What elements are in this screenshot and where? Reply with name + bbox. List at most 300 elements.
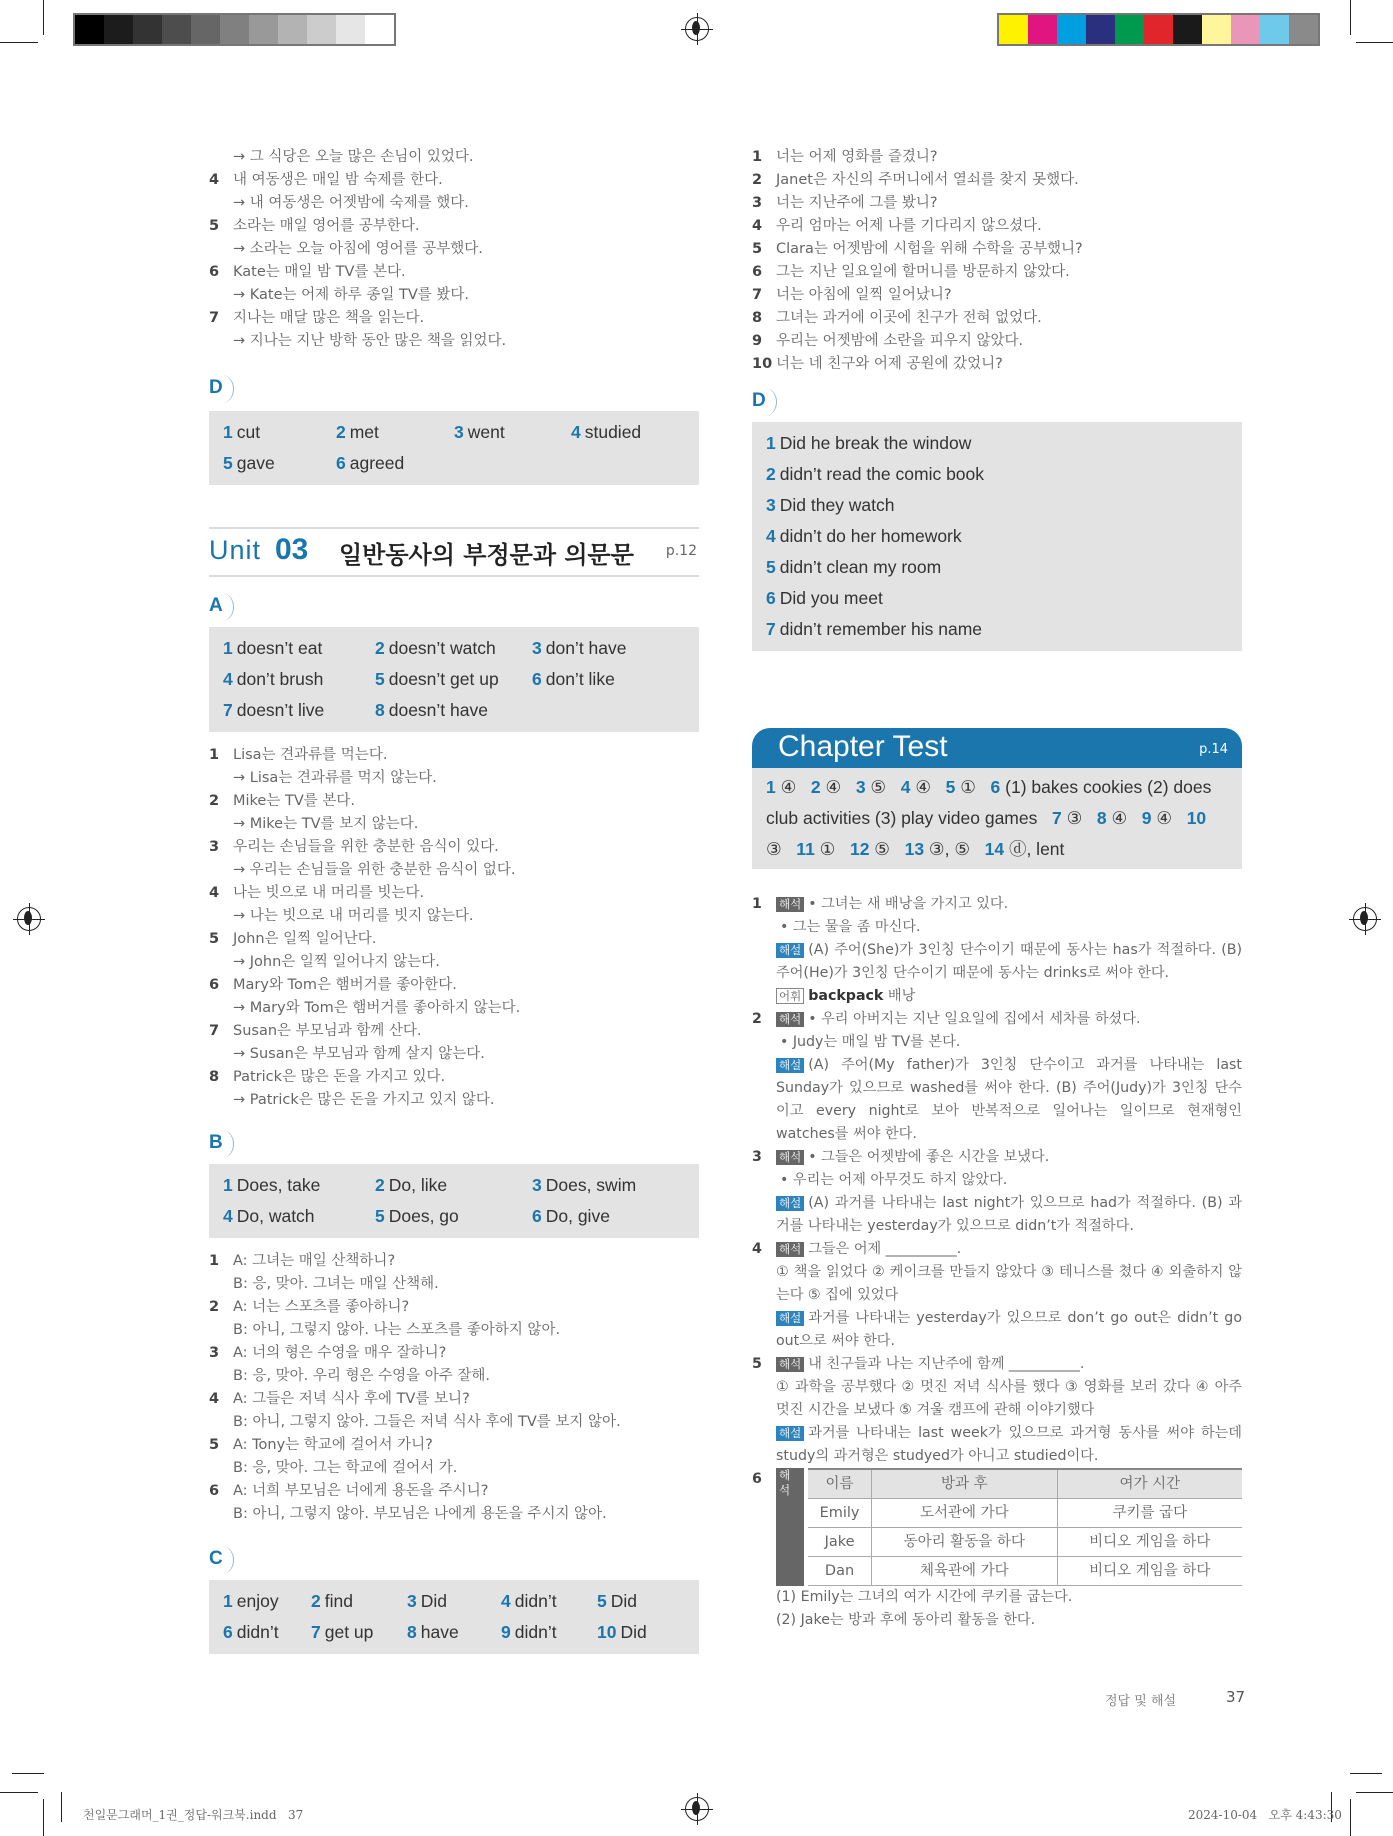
- answer-number: 13: [904, 839, 929, 859]
- spacer: [209, 1273, 233, 1296]
- section-b-answers: [209, 1164, 699, 1238]
- answer-number: 3: [532, 1175, 542, 1195]
- gray-swatch: [365, 15, 394, 44]
- arrow-text: → Patrick은 많은 돈을 가지고 있지 않다.: [233, 1089, 699, 1112]
- answer-row: [766, 614, 1228, 645]
- item-number: 4: [209, 172, 220, 188]
- answer-cell: [597, 1591, 677, 1612]
- spacer: [209, 1043, 233, 1066]
- translation-badge: 해석: [776, 1150, 804, 1165]
- crop-mark: [1356, 42, 1393, 43]
- gray-swatch: [162, 15, 191, 44]
- answer-row: [766, 583, 1228, 614]
- vocab-badge: 어휘: [776, 988, 804, 1004]
- gray-swatch: [133, 15, 162, 44]
- dialog-a: [209, 1250, 699, 1273]
- explanation-text: • 우리는 어제 아무것도 하지 않았다.: [780, 1172, 1008, 1188]
- spacer: [209, 905, 233, 928]
- commentary-badge: 해설: [776, 1196, 804, 1211]
- section-d-sentence-answers: [752, 422, 1242, 651]
- commentary-badge: 해설: [776, 1058, 804, 1073]
- answer-row: [223, 695, 685, 726]
- answer-cell: [532, 669, 682, 690]
- crop-mark: [43, 1799, 44, 1836]
- answer-text: cut: [236, 422, 261, 442]
- color-swatch: [1231, 15, 1260, 44]
- arrow-text: → Susan은 부모님과 함께 살지 않는다.: [233, 1043, 699, 1066]
- list-item: [209, 928, 699, 951]
- answer-row: [766, 459, 1228, 490]
- answer-number: 7: [311, 1622, 321, 1642]
- registration-mark-right: [1353, 907, 1377, 931]
- answer-number: 8: [407, 1622, 417, 1642]
- answer-cell: [223, 422, 336, 443]
- answer-text: don’t like: [545, 669, 615, 689]
- answer-cell: [571, 422, 681, 443]
- past-tense-translations: [209, 146, 699, 353]
- explanation-text: ① 책을 읽었다 ② 케이크를 만들지 않았다 ③ 테니스를 쳤다 ④ 외출하지 않는다 ⑤ 집에 있었다: [776, 1264, 1242, 1303]
- item-number: [752, 916, 776, 939]
- answer-number: 3: [454, 422, 464, 442]
- table-cell: 체육관에 가다: [871, 1557, 1057, 1586]
- arrow-text: → 우리는 손님들을 위한 충분한 음식이 없다.: [233, 859, 699, 882]
- answer-text: didn’t: [514, 1591, 557, 1611]
- answer-number: 1: [766, 777, 781, 797]
- spacer: [209, 284, 233, 307]
- item-text: 너는 어제 영화를 즐겼니?: [776, 149, 938, 165]
- item-number: 3: [752, 195, 763, 211]
- spacer: [209, 1089, 233, 1112]
- item-number: 6: [209, 1483, 220, 1499]
- section-d-label-right: D: [752, 390, 778, 416]
- answer-cell: [223, 700, 375, 721]
- answer-number: 10: [597, 1622, 617, 1642]
- note-text: (2) Jake는 방과 후에 동아리 활동을 한다.: [776, 1612, 1036, 1628]
- commentary-text: 해설 (A) 주어(My father)가 3인칭 단수이고 과거를 나타내는 last Sunday가 있으므로 washed를 써야 한다. (B) 주어(Judy)가 3인칭 단수이고 every night로 보아 반복적으로 일어나는 일이므로 현재형인 watches를 써야 한다.: [776, 1057, 1242, 1142]
- unit-label: Unit: [209, 535, 262, 565]
- answer-text: studied: [584, 422, 642, 442]
- list-item-result: [209, 813, 699, 836]
- dialog-b: [209, 1365, 699, 1388]
- answer-text: didn’t: [236, 1622, 279, 1642]
- dialog-b: [209, 1411, 699, 1434]
- answer-number: 2: [810, 777, 826, 797]
- table-cell: 비디오 게임을 하다: [1057, 1528, 1242, 1557]
- gray-swatch: [278, 15, 307, 44]
- explanation-line: [752, 1376, 1242, 1422]
- answer-number: 4: [223, 669, 233, 689]
- answer-row: [223, 448, 685, 479]
- answer-cell: [311, 1591, 407, 1612]
- answer-text: ④: [825, 777, 842, 797]
- item-number: 3: [209, 1345, 220, 1361]
- color-swatch: [1260, 15, 1289, 44]
- spacer: [209, 1411, 233, 1434]
- explanation-line: [752, 916, 1242, 939]
- answer-text: Does, go: [388, 1206, 459, 1226]
- vocab-text: 어휘 backpack 배낭: [776, 985, 1242, 1008]
- list-item: [209, 215, 699, 238]
- color-swatch: [1173, 15, 1202, 44]
- item-number: [752, 1261, 776, 1307]
- list-item: [752, 192, 1242, 215]
- answer-number: 4: [766, 526, 776, 546]
- spacer: [209, 859, 233, 882]
- test-answer: [1097, 808, 1127, 828]
- explanation-line: [752, 893, 1242, 916]
- item-number: 2: [752, 172, 763, 188]
- explanation-text: 해석 • 그들은 어젯밤에 좋은 시간을 보냈다.: [776, 1146, 1242, 1169]
- answer-cell: [375, 1175, 532, 1196]
- color-swatch: [1202, 15, 1231, 44]
- item-text: 내 여동생은 매일 밤 숙제를 한다.: [233, 172, 443, 188]
- section-c-answers: [209, 1580, 699, 1654]
- answer-number: 2: [311, 1591, 321, 1611]
- dialog-a: [209, 1480, 699, 1503]
- section-c-label: C: [209, 1548, 235, 1574]
- answer-row: [223, 417, 685, 448]
- item-number: 3: [752, 1149, 762, 1165]
- item-number: 5: [209, 931, 220, 947]
- answer-number: 4: [900, 777, 916, 797]
- answer-number: 7: [223, 700, 233, 720]
- answer-text: doesn’t get up: [388, 669, 499, 689]
- answer-cell: [375, 700, 532, 721]
- commentary-badge: 해설: [776, 1311, 804, 1326]
- color-swatch: [1115, 15, 1144, 44]
- answer-row: [766, 552, 1228, 583]
- test-answer: [856, 777, 886, 797]
- gray-swatch: [336, 15, 365, 44]
- item-text: Mary와 Tom은 햄버거를 좋아한다.: [233, 977, 457, 993]
- item-text: Clara는 어젯밤에 시험을 위해 수학을 공부했니?: [776, 241, 1083, 257]
- answer-row: [223, 1586, 685, 1617]
- list-item: [752, 146, 1242, 169]
- commentary-line: [752, 939, 1242, 985]
- item-number: 6: [209, 977, 220, 993]
- item-number: 8: [209, 1069, 220, 1085]
- arrow-text: → 내 여동생은 어젯밤에 숙제를 했다.: [233, 192, 699, 215]
- list-item-result: [209, 1089, 699, 1112]
- answer-cell: [223, 669, 375, 690]
- answer-text: met: [349, 422, 379, 442]
- answer-number: 5: [766, 557, 776, 577]
- spacer: [752, 1609, 776, 1632]
- item-number: 2: [209, 793, 220, 809]
- explanation-text: ① 과학을 공부했다 ② 멋진 저녁 식사를 했다 ③ 영화를 보러 갔다 ④ 아주 멋진 시간을 보냈다 ⑤ 겨울 캠프에 관해 이야기했다: [776, 1379, 1242, 1418]
- list-item: [209, 836, 699, 859]
- commentary-badge: 해설: [776, 1426, 804, 1441]
- list-item-result: [209, 1043, 699, 1066]
- answer-text: Do, give: [545, 1206, 610, 1226]
- explanation-line: [752, 1146, 1242, 1169]
- list-item: [752, 238, 1242, 261]
- item-text: 그녀는 과거에 이곳에 친구가 전혀 없었다.: [776, 310, 1042, 326]
- arrow-text: → Mary와 Tom은 햄버거를 좋아하지 않는다.: [233, 997, 699, 1020]
- spacer: [752, 1586, 776, 1609]
- list-item: [209, 261, 699, 284]
- answer-text: ①: [960, 777, 976, 797]
- item-text: John은 일찍 일어난다.: [233, 931, 377, 947]
- crop-mark: [1350, 1799, 1351, 1836]
- answer-text: doesn’t watch: [388, 638, 496, 658]
- item-text: 나는 빗으로 내 머리를 빗는다.: [233, 885, 425, 901]
- answer-text: Do, like: [388, 1175, 448, 1195]
- test-answer: [811, 777, 841, 797]
- spacer: [209, 192, 233, 215]
- right-column: [752, 146, 1242, 651]
- answer-row: [766, 490, 1228, 521]
- answer-text: Did they watch: [779, 495, 895, 515]
- answer-number: 5: [945, 777, 961, 797]
- arrow-text: → 그 식당은 오늘 많은 손님이 있었다.: [233, 146, 699, 169]
- answer-text: don’t have: [545, 638, 627, 658]
- item-number: 10: [752, 356, 773, 372]
- commentary-text: 해설 과거를 나타내는 last week가 있으므로 과거형 동사를 써야 하는데 study의 과거형은 studyed가 아니고 studied이다.: [776, 1425, 1242, 1464]
- list-item-result: [209, 192, 699, 215]
- table-row: [808, 1557, 1242, 1586]
- explanation-line: [752, 1008, 1242, 1031]
- dialog-a-text: A: 너는 스포츠를 좋아하니?: [233, 1299, 410, 1315]
- color-swatch: [1086, 15, 1115, 44]
- section-b-label: B: [209, 1132, 235, 1158]
- item-number: 1: [209, 1253, 220, 1269]
- answer-text: went: [467, 422, 505, 442]
- item-number: 7: [752, 287, 763, 303]
- note-line: [752, 1586, 1242, 1609]
- dialog-b-text: B: 아니, 그렇지 않아. 부모님은 나에게 용돈을 주시지 않아.: [233, 1506, 607, 1522]
- dialog-b: [209, 1319, 699, 1342]
- answer-cell: [223, 453, 336, 474]
- item-number: 4: [209, 885, 220, 901]
- list-item: [752, 330, 1242, 353]
- answer-cell: [223, 1206, 375, 1227]
- table-row: [808, 1499, 1242, 1528]
- commentary-text: 해설 (A) 과거를 나타내는 last night가 있으므로 had가 적절하다. (B) 과거를 나타내는 yesterday가 있으므로 didn’t가 적절하다.: [776, 1195, 1242, 1234]
- list-item-result: [209, 238, 699, 261]
- answer-number: 3: [766, 495, 776, 515]
- test-answer: [946, 777, 976, 797]
- answer-row: [223, 633, 685, 664]
- color-swatch: [1289, 15, 1318, 44]
- answer-number: 3: [532, 638, 542, 658]
- answer-text: (1) bakes cookies (2) does club activities (3) play video games: [766, 777, 1212, 828]
- item-number: [752, 1169, 776, 1192]
- answer-text: gave: [236, 453, 275, 473]
- answer-text: Did you meet: [779, 588, 883, 608]
- item-text: 우리 엄마는 어제 나를 기다리지 않으셨다.: [776, 218, 1042, 234]
- answer-text: Did he break the window: [779, 433, 972, 453]
- dialog-b-text: B: 응, 맞아. 그녀는 매일 산책해.: [233, 1276, 439, 1292]
- item-text: Kate는 매일 밤 TV를 본다.: [233, 264, 406, 280]
- answer-number: 4: [223, 1206, 233, 1226]
- slug-timestamp: 2024-10-04 오후 4:43:30: [1188, 1808, 1342, 1822]
- section-c-translations: [752, 146, 1242, 376]
- answer-number: 8: [1096, 808, 1112, 828]
- answer-cell: [597, 1622, 677, 1643]
- answer-text: doesn’t live: [236, 700, 325, 720]
- answer-text: enjoy: [236, 1591, 279, 1611]
- answer-text: ③: [1066, 808, 1083, 828]
- item-number: 7: [209, 1023, 220, 1039]
- explanation-text: 해석 내 친구들과 나는 지난주에 함께 __________.: [776, 1353, 1242, 1376]
- item-number: 9: [752, 333, 763, 349]
- translation-badge: 해석: [776, 1357, 804, 1372]
- test-answer: [905, 839, 970, 859]
- list-item: [209, 1066, 699, 1089]
- commentary-line: [752, 1192, 1242, 1238]
- item-number: 7: [209, 310, 220, 326]
- answer-number: 3: [407, 1591, 417, 1611]
- list-item: [752, 215, 1242, 238]
- spacer: [752, 939, 776, 985]
- dialog-b-text: B: 아니, 그렇지 않아. 나는 스포츠를 좋아하지 않아.: [233, 1322, 561, 1338]
- spacer: [752, 1054, 776, 1146]
- table-row: [808, 1528, 1242, 1557]
- translation-badge: 해석: [776, 1242, 804, 1257]
- crop-mark: [61, 1792, 62, 1822]
- list-item-result: [209, 330, 699, 353]
- answer-text: Do, watch: [236, 1206, 315, 1226]
- translation-badge: 해석: [776, 1012, 804, 1027]
- answer-text: ⓓ, lent: [1008, 839, 1065, 859]
- answer-number: 5: [375, 669, 385, 689]
- spacer: [209, 951, 233, 974]
- arrow-text: → 소라는 오늘 아침에 영어를 공부했다.: [233, 238, 699, 261]
- commentary-line: [752, 1054, 1242, 1146]
- explanation-text: 해석 그들은 어제 __________.: [776, 1238, 1242, 1261]
- spacer: [752, 1422, 776, 1468]
- item-number: 4: [752, 1241, 762, 1257]
- answer-number: 1: [223, 638, 233, 658]
- table-header-cell: 여가 시간: [1057, 1469, 1242, 1499]
- test-answer: [1052, 808, 1082, 828]
- list-item-result: [209, 951, 699, 974]
- answer-text: ⑤: [870, 777, 887, 797]
- item-text: 지나는 매달 많은 책을 읽는다.: [233, 310, 425, 326]
- answer-cell: [454, 422, 571, 443]
- item-number: 5: [752, 241, 763, 257]
- answer-number: 2: [336, 422, 346, 442]
- crop-mark: [0, 1792, 38, 1793]
- test-answer: [901, 777, 931, 797]
- answer-text: ⑤: [874, 839, 890, 859]
- arrow-text: → John은 일찍 일어나지 않는다.: [233, 951, 699, 974]
- item-number: 6: [209, 264, 220, 280]
- item-number: [752, 1376, 776, 1422]
- arrow-text: → Lisa는 견과류를 먹지 않는다.: [233, 767, 699, 790]
- answer-text: ④: [1156, 808, 1173, 828]
- crop-mark: [1356, 1792, 1393, 1793]
- note-line: [752, 1609, 1242, 1632]
- test-answer: [850, 839, 890, 859]
- item-number: 1: [752, 149, 763, 165]
- arrow-text: → 나는 빗으로 내 머리를 빗지 않는다.: [233, 905, 699, 928]
- item-text: 우리는 손님들을 위한 충분한 음식이 있다.: [233, 839, 499, 855]
- translation-badge: 해석: [776, 1468, 804, 1586]
- gray-swatch: [191, 15, 220, 44]
- arrow-text: → Kate는 어제 하루 종일 TV를 봤다.: [233, 284, 699, 307]
- item-text: 너는 지난주에 그를 봤니?: [776, 195, 938, 211]
- answer-number: 5: [375, 1206, 385, 1226]
- answer-text: didn’t clean my room: [779, 557, 942, 577]
- spacer: [209, 1319, 233, 1342]
- gray-swatch: [220, 15, 249, 44]
- item-number: 4: [752, 218, 763, 234]
- page-number: 37: [1226, 1688, 1246, 1706]
- list-item: [209, 307, 699, 330]
- answer-cell: [336, 422, 454, 443]
- list-item: [752, 169, 1242, 192]
- arrow-text: → 지나는 지난 방학 동안 많은 책을 읽었다.: [233, 330, 699, 353]
- unit-title: 일반동사의 부정문과 의문문: [339, 541, 634, 569]
- answer-text: didn’t remember his name: [779, 619, 983, 639]
- dialog-b-text: B: 응, 맞아. 그는 학교에 걸어서 가.: [233, 1460, 458, 1476]
- explanation-table-row: [752, 1468, 1242, 1586]
- arrow-text: → Mike는 TV를 보지 않는다.: [233, 813, 699, 836]
- answer-cell: [223, 638, 375, 659]
- table-cell: Dan: [808, 1557, 871, 1586]
- gray-swatch: [104, 15, 133, 44]
- answer-text: ③, ⑤: [928, 839, 971, 859]
- table-cell: 비디오 게임을 하다: [1057, 1557, 1242, 1586]
- list-item: [209, 790, 699, 813]
- translation-badge: 해석: [776, 897, 804, 912]
- registration-mark-bottom: [685, 1797, 709, 1821]
- answer-number: 6: [990, 777, 1006, 797]
- color-swatch: [1028, 15, 1057, 44]
- item-text: Janet은 자신의 주머니에서 열쇠를 찾지 못했다.: [776, 172, 1079, 188]
- item-number: 5: [752, 1356, 762, 1372]
- answer-number: 10: [1186, 808, 1207, 828]
- answer-cell: [532, 638, 682, 659]
- dialog-b: [209, 1273, 699, 1296]
- answer-number: 6: [223, 1622, 233, 1642]
- answer-number: 6: [532, 669, 542, 689]
- list-item: [752, 307, 1242, 330]
- table-header-cell: 이름: [808, 1469, 871, 1499]
- table-cell: Emily: [808, 1499, 871, 1528]
- unit-number: 03: [275, 533, 309, 566]
- spacer: [752, 1307, 776, 1353]
- table-cell: 쿠키를 굽다: [1057, 1499, 1242, 1528]
- section-d-label: D: [209, 377, 235, 403]
- item-number: 1: [752, 896, 762, 912]
- test-answer: [766, 777, 796, 797]
- answer-number: 3: [855, 777, 871, 797]
- spacer: [209, 1365, 233, 1388]
- gray-swatch: [307, 15, 336, 44]
- list-item: [752, 353, 1242, 376]
- process-color-bar: [997, 13, 1320, 46]
- dialog-a: [209, 1296, 699, 1319]
- item-number: 5: [209, 218, 220, 234]
- answer-number: 7: [1051, 808, 1067, 828]
- item-number: 4: [209, 1391, 220, 1407]
- dialog-a-text: A: 그녀는 매일 산책하니?: [233, 1253, 396, 1269]
- dialog-b-text: B: 아니, 그렇지 않아. 그들은 저녁 식사 후에 TV를 보지 않아.: [233, 1414, 621, 1430]
- answer-number: 2: [375, 1175, 385, 1195]
- answer-number: 5: [597, 1591, 607, 1611]
- answer-text: Does, take: [236, 1175, 321, 1195]
- list-item-result: [209, 767, 699, 790]
- registration-mark-top: [685, 17, 709, 41]
- item-text: Patrick은 많은 돈을 가지고 있다.: [233, 1069, 446, 1085]
- list-item: [209, 744, 699, 767]
- answer-text: have: [420, 1622, 459, 1642]
- list-item-result: [209, 284, 699, 307]
- answer-text: ④: [780, 777, 797, 797]
